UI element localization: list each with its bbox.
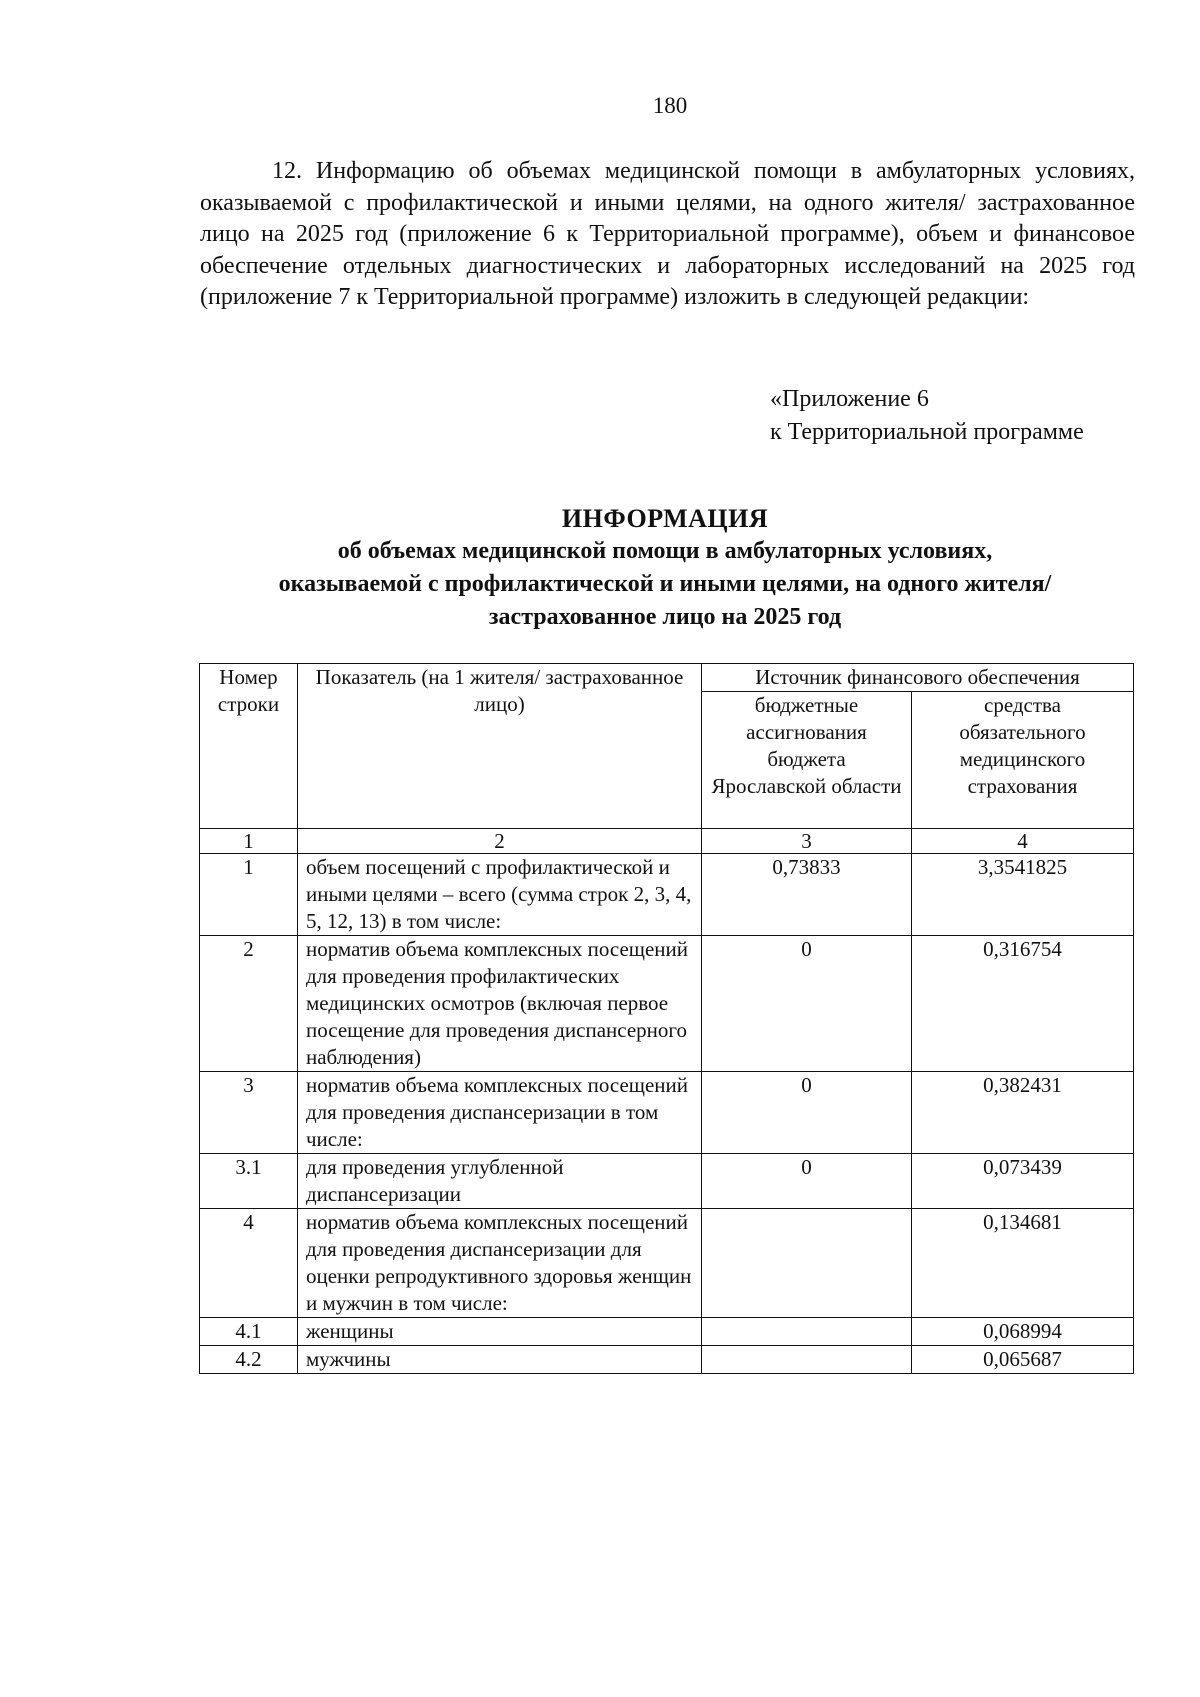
page-number: 180 bbox=[652, 93, 688, 118]
column-index: 4 bbox=[912, 829, 1134, 854]
column-index: 3 bbox=[702, 829, 912, 854]
row-budget-value bbox=[702, 1209, 912, 1318]
row-indicator: для проведения углубленной диспансеризации bbox=[298, 1154, 702, 1209]
row-oms-value: 0,316754 bbox=[912, 936, 1134, 1072]
row-budget-value: 0 bbox=[702, 1154, 912, 1209]
header-funding-source: Источник финансового обеспечения bbox=[702, 664, 1134, 692]
row-number: 4.2 bbox=[200, 1346, 298, 1374]
row-number: 3 bbox=[200, 1072, 298, 1154]
row-budget-value bbox=[702, 1318, 912, 1346]
title-line-2: оказываемой с профилактической и иными целями, на одного жителя/ bbox=[278, 571, 1052, 597]
header-oms: средства обязательного медицинского страхования bbox=[912, 692, 1134, 829]
column-index-row bbox=[200, 829, 1134, 854]
row-number: 3.1 bbox=[200, 1154, 298, 1209]
row-number: 2 bbox=[200, 936, 298, 1072]
row-oms-value: 3,3541825 bbox=[912, 854, 1134, 936]
row-number: 4.1 bbox=[200, 1318, 298, 1346]
row-oms-value: 0,065687 bbox=[912, 1346, 1134, 1374]
title-line-1: об объемах медицинской помощи в амбулаторных условиях, bbox=[337, 538, 993, 564]
intro-paragraph: 12. Информацию об объемах медицинской помощи в амбулаторных условиях, оказываемой с профилактической и иными целями, на одного жителя/ застрахованное лицо на 2025 год (приложение 6 к Территориальной программе), объем и финансовое обеспечение отдельных диагностических и лабораторных исследований на 2025 год (приложение 7 к Территориальной программе) изложить в следующей редакции: bbox=[200, 158, 1135, 310]
document-title bbox=[160, 502, 1170, 634]
title-main: ИНФОРМАЦИЯ bbox=[561, 504, 769, 533]
row-indicator: норматив объема комплексных посещений для проведения профилактических медицинских осмотров (включая первое посещение для проведения диспансерного наблюдения) bbox=[298, 936, 702, 1072]
table-row bbox=[200, 1072, 1134, 1154]
row-indicator: норматив объема комплексных посещений для проведения диспансеризации для оценки репродуктивного здоровья женщин и мужчин в том числе: bbox=[298, 1209, 702, 1318]
table-row bbox=[200, 936, 1134, 1072]
table-row bbox=[200, 1154, 1134, 1209]
table-row bbox=[200, 1318, 1134, 1346]
row-indicator: мужчины bbox=[298, 1346, 702, 1374]
row-number: 4 bbox=[200, 1209, 298, 1318]
table-row bbox=[200, 1346, 1134, 1374]
annex-line-2: к Территориальной программе bbox=[770, 419, 1084, 445]
row-indicator: женщины bbox=[298, 1318, 702, 1346]
row-oms-value: 0,134681 bbox=[912, 1209, 1134, 1318]
row-budget-value bbox=[702, 1346, 912, 1374]
row-budget-value: 0 bbox=[702, 1072, 912, 1154]
row-oms-value: 0,068994 bbox=[912, 1318, 1134, 1346]
annex-label bbox=[770, 383, 1140, 449]
row-oms-value: 0,382431 bbox=[912, 1072, 1134, 1154]
row-indicator: норматив объема комплексных посещений для проведения диспансеризации в том числе: bbox=[298, 1072, 702, 1154]
header-row-number: Номер строки bbox=[200, 664, 298, 829]
row-budget-value: 0,73833 bbox=[702, 854, 912, 936]
header-indicator: Показатель (на 1 жителя/ застрахованное лицо) bbox=[298, 664, 702, 829]
column-index: 1 bbox=[200, 829, 298, 854]
table-row bbox=[200, 854, 1134, 936]
column-index: 2 bbox=[298, 829, 702, 854]
row-oms-value: 0,073439 bbox=[912, 1154, 1134, 1209]
header-budget: бюджетные ассигнования бюджета Ярославской области bbox=[702, 692, 912, 829]
volumes-table bbox=[199, 663, 1134, 1374]
annex-line-1: «Приложение 6 bbox=[770, 386, 929, 412]
title-line-3: застрахованное лицо на 2025 год bbox=[488, 604, 842, 630]
row-budget-value: 0 bbox=[702, 936, 912, 1072]
row-number: 1 bbox=[200, 854, 298, 936]
row-indicator: объем посещений с профилактической и иными целями – всего (сумма строк 2, 3, 4, 5, 12, 13) в том числе: bbox=[298, 854, 702, 936]
table-row bbox=[200, 1209, 1134, 1318]
